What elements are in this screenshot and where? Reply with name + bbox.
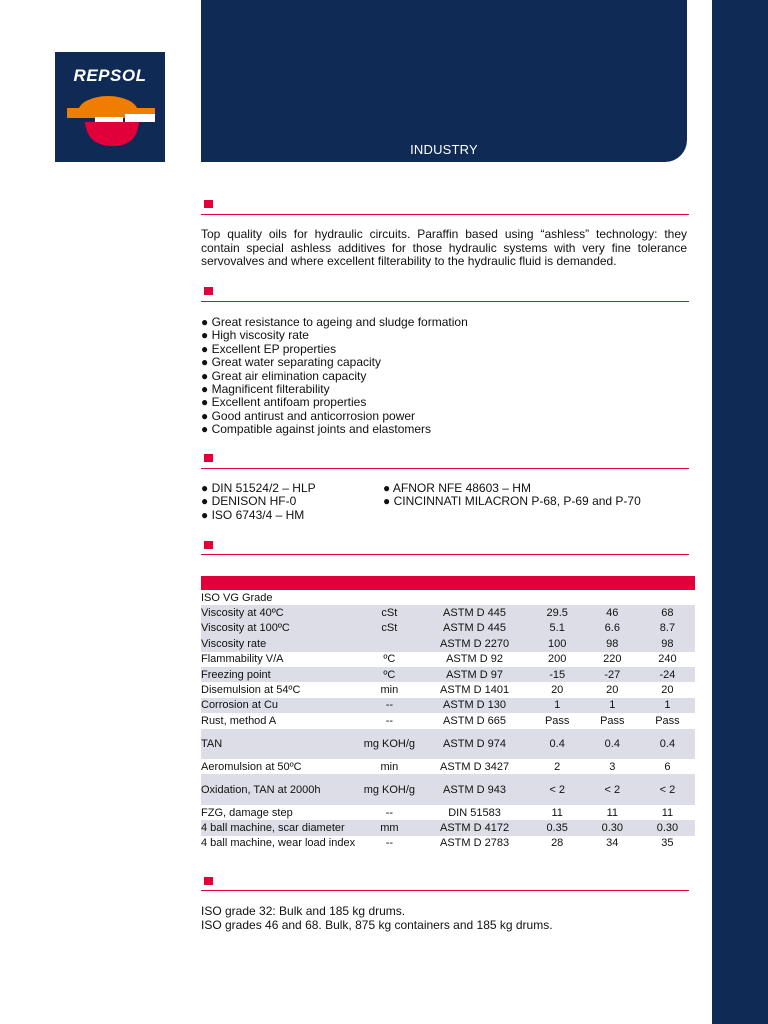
grade-68-value: Pass: [655, 714, 680, 727]
test-method-cell: ASTM D 97: [419, 667, 529, 682]
grade-32-value: 200: [548, 653, 567, 666]
table-row: [201, 729, 695, 760]
specification-item: ● ISO 6743/4 – HM: [201, 507, 305, 522]
section-marker-specifications: [204, 454, 213, 462]
unit-cell: --: [385, 806, 394, 819]
specification-item: ● DENISON HF-0: [201, 494, 297, 509]
grade-68-value: 20: [661, 684, 674, 697]
grade-68-value: 98: [640, 636, 695, 651]
test-method-cell: ASTM D 4172: [419, 820, 529, 835]
test-method-cell: ASTM D 2270: [419, 636, 529, 651]
table-row: [201, 713, 695, 728]
grade-32-value: 29.5: [530, 605, 585, 620]
unit-cell: --: [359, 698, 419, 713]
iso-grade-label: ISO VG Grade: [201, 591, 273, 604]
property-cell: Viscosity rate: [201, 636, 359, 651]
grade-68-value: 35: [661, 837, 674, 850]
packaging-info: [201, 905, 553, 932]
grade-46-value: 220: [603, 653, 622, 666]
test-method-cell: ASTM D 974: [419, 729, 529, 760]
header-label: INDUSTRY: [410, 142, 478, 157]
table-row: [201, 652, 695, 667]
properties-table: [201, 590, 695, 851]
table-row: [201, 805, 695, 820]
property-cell: TAN: [201, 729, 359, 760]
property-cell: 4 ball machine, wear load index: [201, 837, 356, 850]
table-row: [201, 667, 695, 682]
table-row: [201, 836, 695, 851]
grade-68-value: 6: [664, 760, 671, 773]
header-panel: [201, 0, 687, 162]
grade-68-value: 0.30: [640, 820, 695, 835]
grade-46-value: 0.30: [585, 820, 640, 835]
section-rule-packaging: [201, 890, 689, 891]
grade-32-value: 1: [530, 698, 585, 713]
table-row: [201, 636, 695, 651]
property-cell: Oxidation, TAN at 2000h: [201, 774, 359, 805]
grade-32-value: 2: [554, 760, 561, 773]
table-row: [201, 820, 695, 835]
unit-cell: cSt: [359, 621, 419, 636]
grade-46-value: 6.6: [585, 621, 640, 636]
unit-cell: --: [385, 837, 394, 850]
unit-cell: min: [380, 760, 399, 773]
table-row: [201, 698, 695, 713]
grade-46-value: 0.4: [585, 729, 640, 760]
property-cell: Aeromulsion at 50ºC: [201, 760, 302, 773]
property-cell: 4 ball machine, scar diameter: [201, 820, 359, 835]
section-marker-description: [204, 200, 213, 208]
product-description: Top quality oils for hydraulic circuits. Paraffin based using “ashless” technology: they contain special ashless additives for those hydraulic systems with very fine tolerance servovalves and where excellent filterability to the hydraulic fluid is demanded.: [201, 227, 687, 268]
property-cell: Viscosity at 100ºC: [201, 621, 359, 636]
grade-68-value: 68: [640, 605, 695, 620]
property-cell: Rust, method A: [201, 714, 277, 727]
grade-32-value: 100: [530, 636, 585, 651]
grade-46-value: -27: [585, 667, 640, 682]
unit-cell: mg KOH/g: [359, 774, 419, 805]
property-cell: Viscosity at 40ºC: [201, 605, 359, 620]
property-cell: Disemulsion at 54ºC: [201, 684, 301, 697]
packaging-line: ISO grade 32: Bulk and 185 kg drums.: [201, 904, 406, 918]
table-row: [201, 759, 695, 774]
table-header-bar: [201, 576, 695, 590]
grade-32-value: 20: [551, 684, 564, 697]
grade-68-value: 8.7: [640, 621, 695, 636]
grade-46-value: 46: [585, 605, 640, 620]
grade-46-value: 3: [609, 760, 616, 773]
test-method-cell: ASTM D 130: [419, 698, 529, 713]
unit-cell: ºC: [383, 653, 396, 666]
table-row: [201, 682, 695, 697]
property-cell: FZG, damage step: [201, 806, 293, 819]
benefit-item: ● Great resistance to ageing and sludge formation: [201, 315, 468, 329]
test-method-cell: ASTM D 445: [419, 605, 529, 620]
grade-32-value: Pass: [544, 714, 570, 727]
grade-46-value: < 2: [585, 774, 640, 805]
test-method-cell: ASTM D 92: [446, 653, 503, 666]
section-rule-specifications: [201, 468, 689, 469]
grade-46-value: 34: [606, 837, 619, 850]
unit-cell: mm: [359, 820, 419, 835]
benefit-item: ● Great water separating capacity: [201, 355, 381, 370]
grade-68-value: 0.4: [640, 729, 695, 760]
logo-emblem-icon: [65, 90, 155, 154]
section-rule-properties: [201, 554, 689, 555]
benefit-item: ● Compatible against joints and elastomers: [201, 422, 432, 437]
logo-wordmark: REPSOL: [73, 66, 147, 85]
grade-32-value: 0.4: [530, 729, 585, 760]
section-marker-packaging: [204, 877, 213, 885]
grade-32-value: 28: [551, 837, 564, 850]
unit-cell: mg KOH/g: [359, 729, 419, 760]
table-row: [201, 774, 695, 805]
property-cell: Flammability V/A: [201, 653, 284, 666]
grade-68-value: 11: [661, 806, 674, 819]
benefit-item: ● Good antirust and anticorrosion power: [201, 408, 416, 423]
grade-68-value: < 2: [640, 774, 695, 805]
grade-68-value: 1: [640, 698, 695, 713]
property-cell: Corrosion at Cu: [201, 698, 359, 713]
right-side-bar: [712, 0, 768, 1024]
benefit-item: ● High viscosity rate: [201, 328, 309, 343]
repsol-logo: [55, 52, 165, 162]
grade-46-value: 20: [606, 684, 619, 697]
test-method-cell: ASTM D 3427: [439, 760, 510, 773]
grade-68-value: -24: [640, 667, 695, 682]
grade-68-value: 240: [658, 653, 677, 666]
unit-cell: min: [380, 684, 399, 697]
test-method-cell: ASTM D 445: [419, 621, 529, 636]
grade-32-value: < 2: [530, 774, 585, 805]
unit-cell: [359, 636, 419, 651]
section-rule-description: [201, 214, 689, 215]
section-rule-benefits: [201, 301, 689, 302]
grade-32-value: 0.35: [530, 820, 585, 835]
specification-item: ● AFNOR NFE 48603 – HM: [383, 481, 531, 495]
benefit-item: ● Magnificent filterability: [201, 382, 330, 397]
section-marker-properties: [204, 541, 213, 549]
test-method-cell: DIN 51583: [448, 806, 501, 819]
grade-32-value: -15: [530, 667, 585, 682]
grade-32-value: 5.1: [530, 621, 585, 636]
test-method-cell: ASTM D 2783: [439, 837, 510, 850]
benefit-item: ● Great air elimination capacity: [201, 368, 367, 383]
specification-item: ● CINCINNATI MILACRON P-68, P-69 and P-70: [383, 494, 641, 509]
property-cell: Freezing point: [201, 667, 359, 682]
unit-cell: cSt: [359, 605, 419, 620]
grade-46-value: 98: [585, 636, 640, 651]
grade-46-value: Pass: [600, 714, 625, 727]
test-method-cell: ASTM D 943: [419, 774, 529, 805]
unit-cell: --: [385, 714, 394, 727]
specifications-right-column: [383, 482, 641, 509]
table-row: [201, 621, 695, 636]
benefits-list: [201, 316, 468, 437]
section-marker-benefits: [204, 287, 213, 295]
table-header-row: [201, 590, 695, 605]
benefit-item: ● Excellent EP properties: [201, 341, 337, 356]
test-method-cell: ASTM D 1401: [439, 684, 510, 697]
grade-46-value: 11: [606, 806, 619, 819]
benefit-item: ● Excellent antifoam properties: [201, 395, 367, 410]
packaging-line: ISO grades 46 and 68. Bulk, 875 kg containers and 185 kg drums.: [201, 917, 553, 932]
table-row: [201, 605, 695, 620]
specification-item: ● DIN 51524/2 – HLP: [201, 481, 316, 495]
test-method-cell: ASTM D 665: [443, 714, 507, 727]
unit-cell: ºC: [359, 667, 419, 682]
grade-46-value: 1: [585, 698, 640, 713]
specifications-left-column: [201, 482, 316, 522]
grade-32-value: 11: [551, 806, 563, 819]
